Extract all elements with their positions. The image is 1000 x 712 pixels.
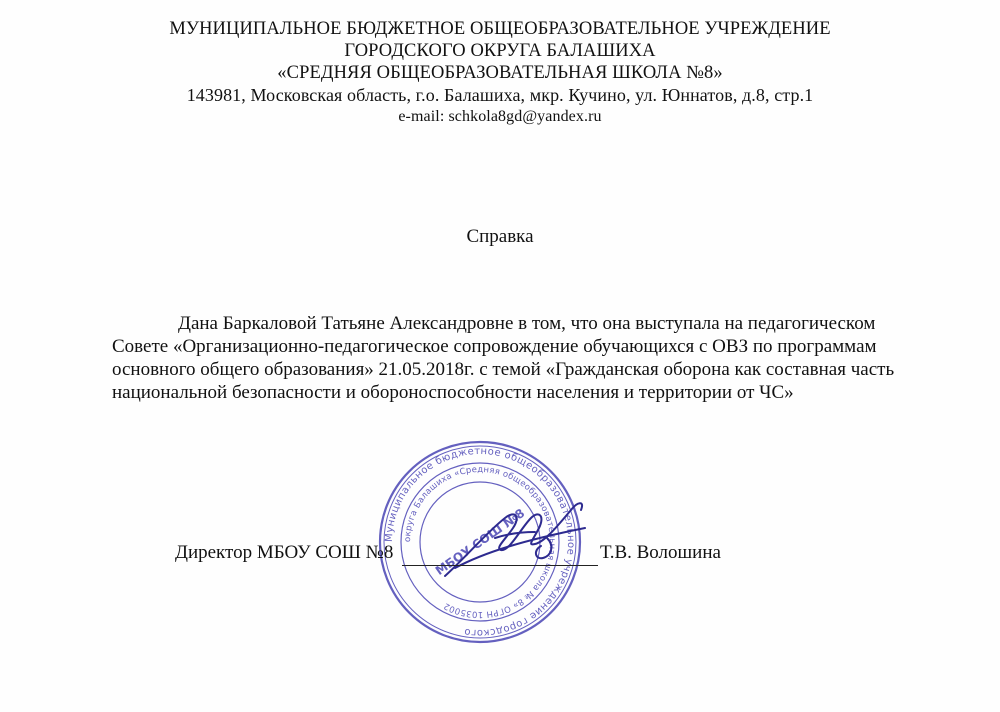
letterhead-line-2: ГОРОДСКОГО ОКРУГА БАЛАШИХА [344,41,656,61]
signature-line [402,565,598,566]
signatory-name: Т.В. Волошина [600,542,721,563]
letterhead-address: 143981, Московская область, г.о. Балашиха, мкр. Кучино, ул. Юннатов, д.8, стр.1 [186,85,814,105]
letterhead-email: e-mail: schkola8gd@yandex.ru [398,108,602,125]
stamp-inner-text: округа Балашиха «Средняя общеобразовательная школа № 8» ОГРН 1035002 [402,464,558,620]
document-title: Справка [466,226,534,247]
letterhead [0,18,1000,128]
document-body: Дана Баркаловой Татьяне Александровне в том, что она выступала на педагогическом Совете «Организационно-педагогическое сопровождение обучающихся с ОВЗ по программам основного общего образования» 21.05.2018г. с темой «Гражданская оборона как составная часть национальной безопасности и обороноспособности населения и территории от ЧС» [112,313,895,403]
letterhead-line-1: МУНИЦИПАЛЬНОЕ БЮДЖЕТНОЕ ОБЩЕОБРАЗОВАТЕЛЬНОЕ УЧРЕЖДЕНИЕ [169,19,831,39]
stamp-outer-text: Муниципальное бюджетное общеобразовательное учреждение городского [383,445,577,639]
stamp-center-text: МБОУ СОШ №8 [432,506,528,578]
letterhead-school-name: «СРЕДНЯЯ ОБЩЕОБРАЗОВАТЕЛЬНАЯ ШКОЛА №8» [277,63,723,83]
signatory-position: Директор МБОУ СОШ №8 [175,542,394,563]
handwritten-signature [432,488,605,588]
